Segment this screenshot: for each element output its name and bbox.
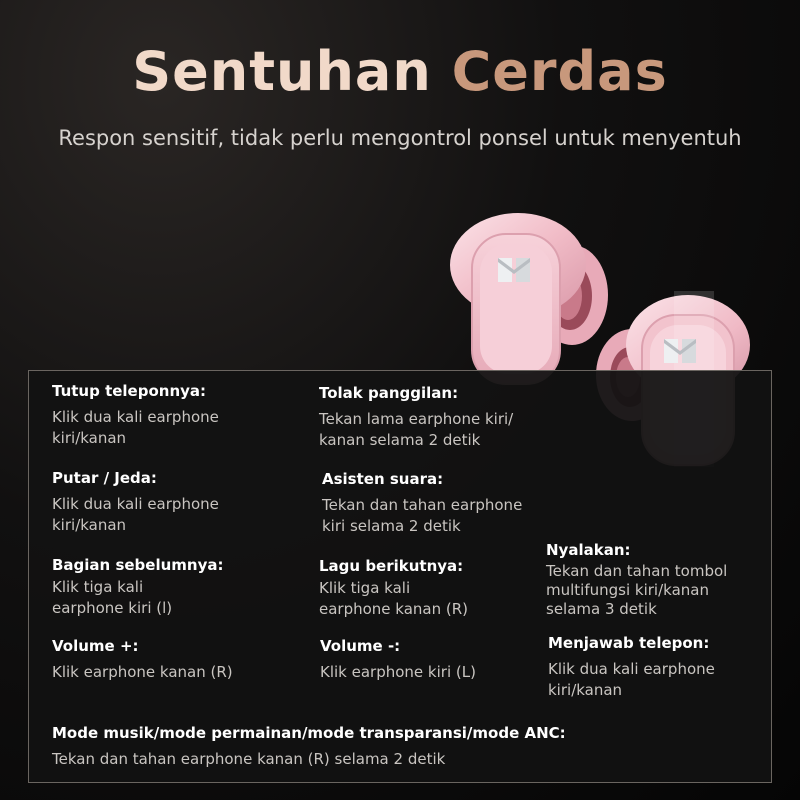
control-title: Putar / Jeda: bbox=[52, 469, 157, 487]
control-item bbox=[319, 383, 513, 451]
control-description: Tekan dan tahan tombol multifungsi kiri/kanan selama 3 detik bbox=[546, 562, 728, 618]
control-item bbox=[322, 469, 522, 537]
subtitle: Respon sensitif, tidak perlu mengontrol ponsel untuk menyentuh bbox=[58, 126, 742, 150]
control-description: Klik tiga kali earphone kanan (R) bbox=[319, 579, 469, 618]
control-title: Bagian sebelumnya: bbox=[52, 556, 224, 574]
control-description: Tekan dan tahan earphone kanan (R) selama 2 detik bbox=[52, 750, 446, 768]
page-title bbox=[0, 40, 800, 103]
control-item bbox=[546, 540, 727, 619]
control-description: Klik dua kali earphone kiri/kanan bbox=[52, 495, 219, 534]
control-title: Lagu berikutnya: bbox=[319, 557, 464, 575]
control-title: Mode musik/mode permainan/mode transparansi/mode ANC: bbox=[52, 724, 566, 742]
controls-panel bbox=[28, 370, 772, 783]
control-item bbox=[52, 381, 219, 449]
control-title: Volume +: bbox=[52, 637, 139, 655]
control-title: Nyalakan: bbox=[546, 541, 631, 559]
control-title: Asisten suara: bbox=[322, 470, 444, 488]
control-title: Tutup teleponnya: bbox=[52, 382, 207, 400]
title-word-1: Sentuhan bbox=[132, 40, 432, 103]
control-description: Klik tiga kali earphone kiri (l) bbox=[52, 578, 173, 617]
control-description: Tekan dan tahan earphone kiri selama 2 detik bbox=[322, 496, 523, 535]
control-item bbox=[52, 723, 566, 770]
control-description: Klik earphone kanan (R) bbox=[52, 663, 233, 681]
control-item bbox=[52, 468, 219, 536]
title-word-2: Cerdas bbox=[451, 40, 668, 103]
control-title: Menjawab telepon: bbox=[548, 634, 710, 652]
control-item bbox=[319, 556, 468, 620]
control-item bbox=[548, 633, 715, 701]
control-description: Klik earphone kiri (L) bbox=[320, 663, 476, 681]
control-title: Tolak panggilan: bbox=[319, 384, 459, 402]
control-title: Volume -: bbox=[320, 637, 401, 655]
control-description: Tekan lama earphone kiri/ kanan selama 2 detik bbox=[319, 410, 514, 449]
control-description: Klik dua kali earphone kiri/kanan bbox=[548, 660, 715, 699]
control-item bbox=[52, 555, 224, 619]
control-description: Klik dua kali earphone kiri/kanan bbox=[52, 408, 219, 447]
control-item bbox=[320, 636, 476, 683]
control-item bbox=[52, 636, 233, 683]
